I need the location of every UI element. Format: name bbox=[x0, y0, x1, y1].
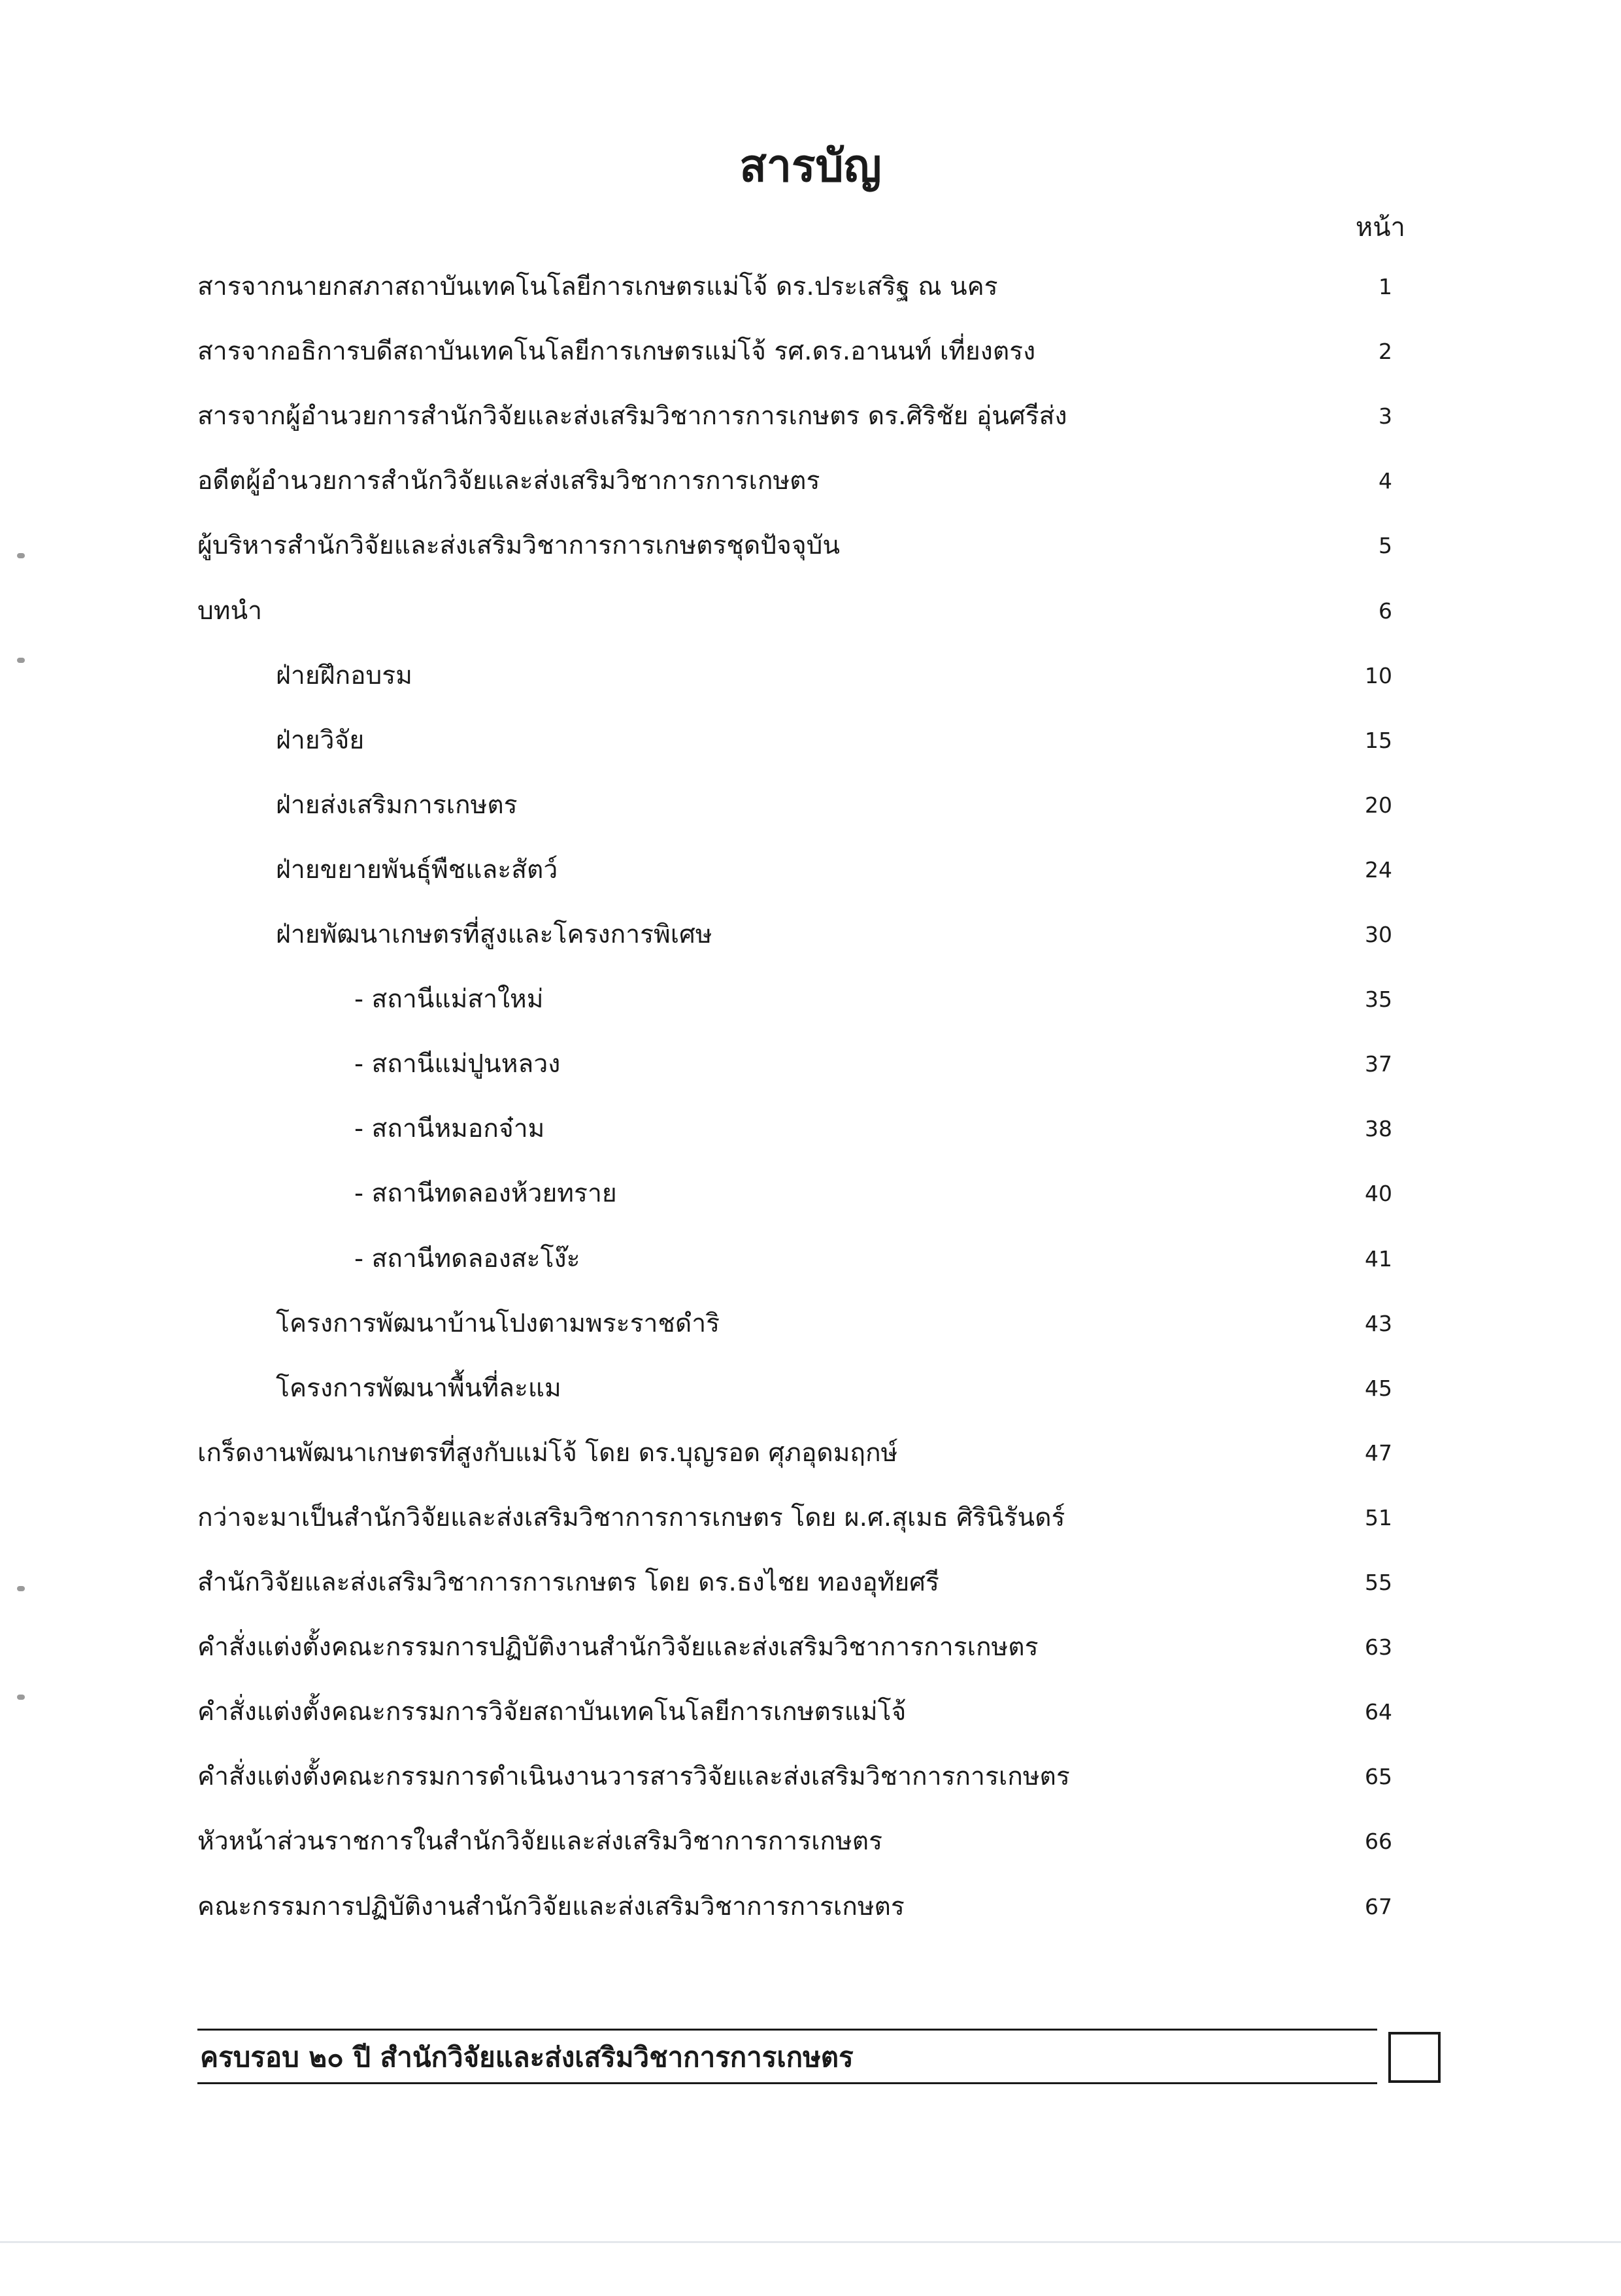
toc-entry-title: สารจากนายกสภาสถาบันเทคโนโลยีการเกษตรแม่โจ้ ดร.ประเสริฐ ณ นคร bbox=[197, 272, 998, 301]
toc-entry-page-number: 3 bbox=[1379, 403, 1392, 429]
toc-entry-title: - สถานีแม่ปูนหลวง bbox=[354, 1049, 561, 1079]
toc-entry-page-number: 20 bbox=[1365, 792, 1392, 818]
toc-entry-page-number: 5 bbox=[1379, 533, 1392, 558]
toc-entry bbox=[0, 1621, 1621, 1674]
toc-entry-title: สารจากผู้อำนวยการสำนักวิจัยและส่งเสริมวิชาการการเกษตร ดร.ศิริชัย อุ่นศรีส่ง bbox=[197, 401, 1067, 431]
toc-entry bbox=[0, 326, 1621, 378]
toc-entry-page-number: 51 bbox=[1365, 1505, 1392, 1530]
toc-entry-title: - สถานีหมอกจ๋าม bbox=[354, 1114, 545, 1143]
toc-entry bbox=[0, 585, 1621, 637]
toc-entry bbox=[0, 1492, 1621, 1544]
toc-entry-title: ผู้บริหารสำนักวิจัยและส่งเสริมวิชาการการเกษตรชุดปัจจุบัน bbox=[197, 531, 841, 560]
toc-entry-title: สำนักวิจัยและส่งเสริมวิชาการการเกษตร โดย ดร.ธงไชย ทองอุทัยศรี bbox=[197, 1568, 939, 1597]
toc-entry-title: คำสั่งแต่งตั้งคณะกรรมการวิจัยสถาบันเทคโนโลยีการเกษตรแม่โจ้ bbox=[197, 1697, 907, 1727]
toc-entry-title: - สถานีทดลองสะโง๊ะ bbox=[354, 1244, 580, 1274]
toc-entry-page-number: 6 bbox=[1379, 598, 1392, 624]
toc-entry bbox=[0, 520, 1621, 572]
footer-divider-bottom bbox=[197, 2082, 1377, 2084]
toc-entry-title: สารจากอธิการบดีสถาบันเทคโนโลยีการเกษตรแม่โจ้ รศ.ดร.อานนท์ เที่ยงตรง bbox=[197, 337, 1036, 366]
toc-entry-page-number: 64 bbox=[1365, 1699, 1392, 1725]
toc-entry bbox=[0, 1557, 1621, 1609]
toc-entry bbox=[0, 1103, 1621, 1155]
toc-entry bbox=[0, 1881, 1621, 1933]
toc-entry-page-number: 15 bbox=[1365, 728, 1392, 753]
toc-entry-page-number: 1 bbox=[1379, 274, 1392, 299]
toc-entry-title: ฝ่ายส่งเสริมการเกษตร bbox=[276, 790, 518, 820]
toc-entry-page-number: 35 bbox=[1365, 987, 1392, 1012]
toc-entry-title: ฝ่ายวิจัย bbox=[276, 726, 365, 755]
toc-entry-page-number: 43 bbox=[1365, 1311, 1392, 1336]
toc-entry-page-number: 45 bbox=[1365, 1376, 1392, 1401]
toc-entry-title: โครงการพัฒนาพื้นที่ละแม bbox=[276, 1374, 561, 1403]
toc-entry bbox=[0, 973, 1621, 1026]
toc-entry-page-number: 41 bbox=[1365, 1246, 1392, 1272]
toc-entry-page-number: 30 bbox=[1365, 922, 1392, 947]
toc-entry-title: บทนำ bbox=[197, 596, 263, 626]
toc-entry-page-number: 40 bbox=[1365, 1181, 1392, 1206]
toc-entry-title: ฝ่ายขยายพันธุ์พืชและสัตว์ bbox=[276, 855, 558, 885]
toc-entry bbox=[0, 650, 1621, 702]
scan-speck bbox=[17, 1586, 25, 1591]
toc-entry-title: ฝ่ายฝึกอบรม bbox=[276, 661, 412, 690]
toc-entry-page-number: 38 bbox=[1365, 1116, 1392, 1141]
toc-entry-page-number: 37 bbox=[1365, 1051, 1392, 1077]
toc-entry-title: หัวหน้าส่วนราชการในสำนักวิจัยและส่งเสริมวิชาการการเกษตร bbox=[197, 1827, 883, 1856]
scan-speck bbox=[17, 658, 25, 663]
toc-entry bbox=[0, 909, 1621, 961]
toc-entry-title: - สถานีทดลองห้วยทราย bbox=[354, 1179, 617, 1208]
toc-entry-title: โครงการพัฒนาบ้านโปงตามพระราชดำริ bbox=[276, 1309, 720, 1338]
toc-entry bbox=[0, 1168, 1621, 1220]
toc-entry bbox=[0, 455, 1621, 507]
toc-entry bbox=[0, 1298, 1621, 1350]
toc-entry bbox=[0, 1751, 1621, 1803]
toc-entry bbox=[0, 261, 1621, 313]
toc-entry-title: คำสั่งแต่งตั้งคณะกรรมการปฏิบัติงานสำนักวิจัยและส่งเสริมวิชาการการเกษตร bbox=[197, 1632, 1039, 1662]
footer-page-box bbox=[1388, 2032, 1441, 2083]
toc-entry-page-number: 47 bbox=[1365, 1440, 1392, 1466]
toc-entry-page-number: 66 bbox=[1365, 1829, 1392, 1854]
toc-entry-page-number: 65 bbox=[1365, 1764, 1392, 1789]
toc-entry bbox=[0, 715, 1621, 767]
toc-entry-page-number: 10 bbox=[1365, 663, 1392, 688]
toc-entry bbox=[0, 1038, 1621, 1090]
scan-speck bbox=[17, 553, 25, 558]
toc-entry bbox=[0, 779, 1621, 832]
toc-entry-title: - สถานีแม่สาใหม่ bbox=[354, 985, 544, 1014]
toc-entry bbox=[0, 1362, 1621, 1415]
toc-entry bbox=[0, 844, 1621, 896]
toc-entry-title: เกร็ดงานพัฒนาเกษตรที่สูงกับแม่โจ้ โดย ดร.บุญรอด ศุภอุดมฤกษ์ bbox=[197, 1438, 898, 1468]
toc-entry-title: ฝ่ายพัฒนาเกษตรที่สูงและโครงการพิเศษ bbox=[276, 920, 712, 949]
page-column-header: หน้า bbox=[1355, 212, 1405, 243]
toc-entry-title: อดีตผู้อำนวยการสำนักวิจัยและส่งเสริมวิชาการการเกษตร bbox=[197, 466, 820, 496]
toc-entry-page-number: 24 bbox=[1365, 857, 1392, 883]
scan-speck bbox=[17, 1695, 25, 1700]
toc-entry-page-number: 55 bbox=[1365, 1570, 1392, 1595]
toc-entry bbox=[0, 390, 1621, 443]
footer-text: ครบรอบ ๒๐ ปี สำนักวิจัยและส่งเสริมวิชาการการเกษตร bbox=[200, 2041, 854, 2073]
page-title: สารบัญ bbox=[739, 141, 882, 192]
toc-entry bbox=[0, 1233, 1621, 1285]
toc-entry-title: กว่าจะมาเป็นสำนักวิจัยและส่งเสริมวิชาการการเกษตร โดย ผ.ศ.สุเมธ ศิรินิรันดร์ bbox=[197, 1503, 1065, 1532]
toc-entry-page-number: 63 bbox=[1365, 1634, 1392, 1660]
toc-entry-page-number: 2 bbox=[1379, 339, 1392, 364]
toc-entry bbox=[0, 1815, 1621, 1868]
toc-entry-page-number: 67 bbox=[1365, 1894, 1392, 1919]
toc-entry-title: คำสั่งแต่งตั้งคณะกรรมการดำเนินงานวารสารวิจัยและส่งเสริมวิชาการการเกษตร bbox=[197, 1762, 1070, 1791]
toc-entry bbox=[0, 1686, 1621, 1738]
toc-entry bbox=[0, 1427, 1621, 1479]
toc-entry-title: คณะกรรมการปฏิบัติงานสำนักวิจัยและส่งเสริมวิชาการการเกษตร bbox=[197, 1892, 905, 1921]
scan-bottom-edge bbox=[0, 2241, 1621, 2243]
footer-divider-top bbox=[197, 2029, 1377, 2031]
toc-entry-page-number: 4 bbox=[1379, 468, 1392, 494]
